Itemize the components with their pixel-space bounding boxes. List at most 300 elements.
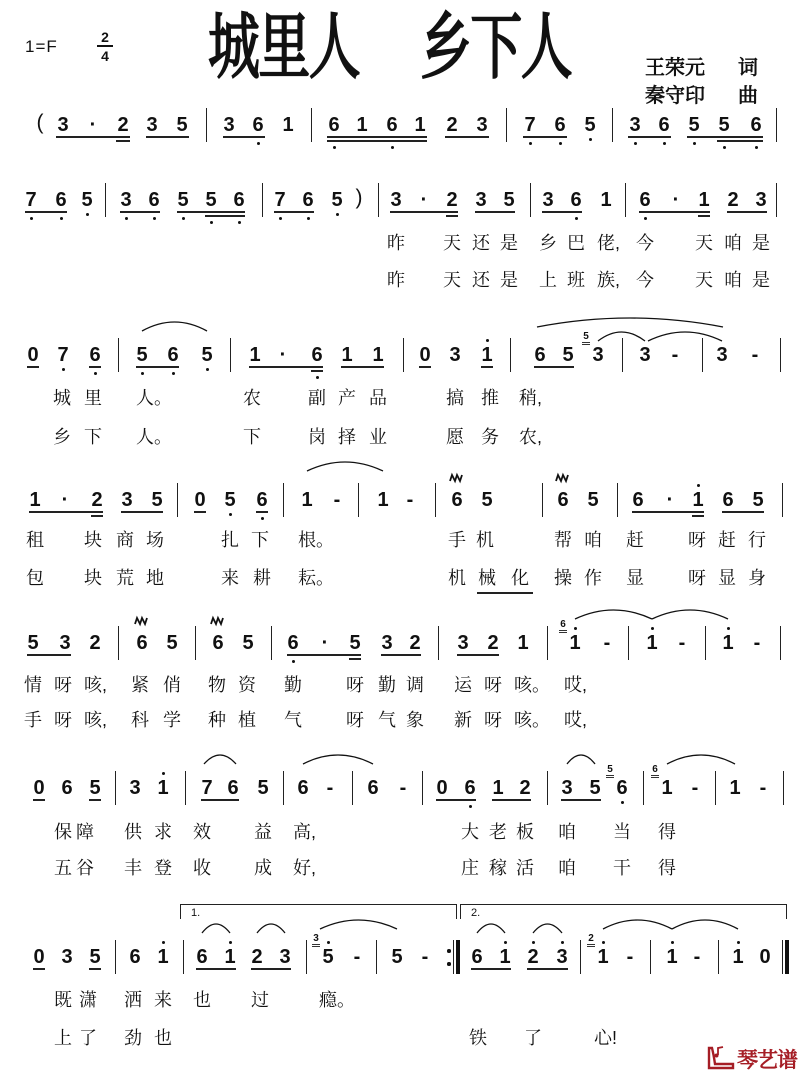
octave-dot-above	[162, 941, 165, 944]
lyric-syllable: 人。	[136, 427, 172, 447]
lyric-syllable: 气	[284, 710, 302, 730]
note: 1	[224, 946, 236, 968]
lyric-syllable: 手	[448, 530, 466, 550]
sustain-dash: -	[751, 344, 759, 366]
lyric-syllable: 了	[524, 1028, 542, 1048]
slur	[142, 322, 207, 331]
note: 1	[249, 344, 261, 366]
octave-dot-below	[292, 660, 295, 663]
lyric-syllable: 咱	[724, 270, 742, 290]
octave-dot-above	[574, 627, 577, 630]
note: 3	[146, 114, 158, 136]
lyric-syllable: 物	[208, 675, 226, 695]
watermark-logo-icon	[706, 1045, 736, 1071]
lyric-syllable: 是	[500, 270, 518, 290]
barline	[782, 483, 783, 517]
note: 6	[136, 632, 148, 654]
rest: 0	[436, 777, 448, 799]
note: 1	[356, 114, 368, 136]
rest: 0	[27, 344, 39, 366]
barline	[650, 940, 651, 974]
note: 1	[157, 777, 169, 799]
note: 1	[692, 489, 704, 511]
rhythm-underline	[311, 370, 323, 372]
note: 3	[121, 489, 133, 511]
slur	[648, 332, 722, 341]
sustain-dash: -	[759, 777, 767, 799]
barline	[206, 108, 207, 142]
note: 2	[446, 114, 458, 136]
note: 5	[89, 777, 101, 799]
note: 6	[233, 189, 245, 211]
barline	[403, 338, 404, 372]
lyric-syllable: 障	[76, 822, 94, 842]
barline	[783, 771, 784, 805]
note: 6	[722, 489, 734, 511]
note: 3	[129, 777, 141, 799]
lyric-syllable: 稍,	[519, 388, 543, 408]
note: 1	[698, 189, 710, 211]
rest: 0	[419, 344, 431, 366]
grace-note: 3	[312, 933, 320, 947]
note: 5	[205, 189, 217, 211]
lyric-syllable: 种	[208, 710, 226, 730]
rhythm-underline	[91, 515, 103, 517]
note: 3	[279, 946, 291, 968]
lyric-syllable: 干	[613, 858, 631, 878]
lyric-syllable: 心!	[594, 1028, 618, 1048]
note: 6	[167, 344, 179, 366]
lyricist-name: 王荣元	[645, 57, 705, 79]
sustain-dash: -	[678, 632, 686, 654]
rhythm-underline	[116, 140, 130, 142]
barline	[262, 183, 263, 217]
repeat-barline-thin	[453, 940, 454, 974]
note: 2	[727, 189, 739, 211]
note: 1	[600, 189, 612, 211]
lyric-syllable: 供	[124, 822, 142, 842]
barline	[530, 183, 531, 217]
lyric-syllable: 呀	[54, 675, 72, 695]
octave-dot-below	[94, 372, 97, 375]
lyric-syllable: 紧	[131, 675, 149, 695]
lyric-syllable: 成	[254, 858, 272, 878]
note: 2	[409, 632, 421, 654]
note: 3	[542, 189, 554, 211]
barline	[547, 626, 548, 660]
lyric-syllable: 搞	[446, 388, 464, 408]
lyric-syllable: 咱	[558, 858, 576, 878]
barline	[643, 771, 644, 805]
lyric-syllable: 场	[146, 530, 164, 550]
octave-dot-below	[755, 146, 758, 149]
lyric-syllable: 呀	[688, 530, 706, 550]
octave-dot-below	[60, 217, 63, 220]
note: 6	[302, 189, 314, 211]
lyric-syllable: 还	[472, 270, 490, 290]
lyric-syllable: 勤	[378, 675, 396, 695]
lyric-syllable: 得	[658, 858, 676, 878]
sustain-dash: -	[626, 946, 634, 968]
mordent-icon	[556, 475, 568, 481]
lyric-syllable: 哎,	[564, 675, 588, 695]
note: 1	[499, 946, 511, 968]
lyric-syllable: 也	[154, 1028, 172, 1048]
lyric-syllable: 呀	[346, 710, 364, 730]
note: 5	[584, 114, 596, 136]
lyric-syllable: 下	[84, 427, 102, 447]
octave-dot-below	[391, 146, 394, 149]
lyric-syllable: 俏	[163, 675, 181, 695]
lyric-syllable: 也	[193, 990, 211, 1010]
grace-note: 6	[651, 764, 659, 778]
note: 5	[503, 189, 515, 211]
slur	[204, 755, 236, 764]
barline	[283, 483, 284, 517]
lyric-syllable: 登	[154, 858, 172, 878]
note: 7	[274, 189, 286, 211]
note: 6	[658, 114, 670, 136]
note: 6	[212, 632, 224, 654]
lyric-syllable: 是	[752, 270, 770, 290]
lyric-syllable: 块	[84, 530, 102, 550]
note: 6	[367, 777, 379, 799]
lyric-syllable: 上	[54, 1028, 72, 1048]
note: 6	[61, 777, 73, 799]
lyric-syllable: 求	[154, 822, 172, 842]
note: 6	[256, 489, 268, 511]
lyric-syllable: 咱	[558, 822, 576, 842]
lyric-syllable: 下	[251, 530, 269, 550]
octave-dot-below	[663, 142, 666, 145]
octave-dot-below	[125, 217, 128, 220]
note: 6	[616, 777, 628, 799]
lyric-syllable: 天	[695, 270, 713, 290]
lyric-syllable: 岗	[308, 427, 326, 447]
note: 6	[297, 777, 309, 799]
note: 6	[129, 946, 141, 968]
note: 3	[592, 344, 604, 366]
note: 6	[386, 114, 398, 136]
lyric-syllable: 咳。	[514, 710, 550, 730]
note: 5	[481, 489, 493, 511]
note: 3	[57, 114, 69, 136]
barline	[580, 940, 581, 974]
note: 6	[89, 344, 101, 366]
lyric-syllable: 植	[238, 710, 256, 730]
lyric-syllable: 既	[54, 990, 72, 1010]
lyric-syllable: 今	[636, 270, 654, 290]
lyric-syllable: 根。	[298, 530, 334, 550]
lyric-syllable: 保	[54, 822, 72, 842]
lyric-syllable: 咳。	[514, 675, 550, 695]
lyric-syllable: 帮	[554, 530, 572, 550]
sustain-dash: -	[603, 632, 611, 654]
lyricist-role: 词	[738, 57, 758, 79]
slur	[307, 462, 383, 471]
lyric-syllable: 械	[478, 568, 496, 588]
lyric-syllable: 象	[406, 710, 424, 730]
note: 7	[201, 777, 213, 799]
octave-dot-above	[162, 772, 165, 775]
note: 6	[554, 114, 566, 136]
lyric-syllable: 赶	[626, 530, 644, 550]
note: 5	[331, 189, 343, 211]
sustain-dash: -	[421, 946, 429, 968]
octave-dot-above	[651, 627, 654, 630]
volta-label: 1.	[191, 907, 201, 919]
time-signature-bottom: 4	[101, 47, 109, 64]
lyric-syllable: 里	[84, 388, 102, 408]
note: 1	[517, 632, 529, 654]
rest: 0	[194, 489, 206, 511]
slur	[672, 920, 738, 929]
lyric-syllable: 佬,	[597, 233, 621, 253]
note: 5	[349, 632, 361, 654]
lyric-syllable: 科	[131, 710, 149, 730]
grace-note: 5	[582, 331, 590, 345]
lyric-syllable: 化	[511, 568, 529, 588]
octave-dot-below	[229, 513, 232, 516]
lyric-syllable: 活	[516, 858, 534, 878]
note: 1	[569, 632, 581, 654]
note: 6	[196, 946, 208, 968]
lyric-syllable: 今	[636, 233, 654, 253]
lyric-syllable: 呀	[484, 675, 502, 695]
volta-bracket	[180, 904, 457, 919]
song-title-part1: 城里人	[208, 8, 360, 88]
octave-dot-below	[575, 217, 578, 220]
composer-name: 秦守印	[645, 85, 705, 107]
lyric-syllable: 咳,	[84, 675, 108, 695]
octave-dot-above	[671, 941, 674, 944]
note: 6	[252, 114, 264, 136]
slur	[603, 920, 672, 929]
barline	[542, 483, 543, 517]
note: 5	[391, 946, 403, 968]
barline	[177, 483, 178, 517]
lyric-syllable: 愿	[446, 427, 464, 447]
lyric-syllable: 行	[748, 530, 766, 550]
lyric-syllable: 乡	[53, 427, 71, 447]
lyric-syllable: 庄	[461, 858, 479, 878]
lyric-syllable: 过	[251, 990, 269, 1010]
note: 3	[475, 189, 487, 211]
lyric-syllable: 潇	[79, 990, 97, 1010]
slur	[652, 610, 728, 619]
note: 6	[570, 189, 582, 211]
time-signature-line	[97, 45, 113, 47]
augmentation-dot: ·	[420, 189, 428, 211]
note: 2	[519, 777, 531, 799]
octave-dot-above	[327, 941, 330, 944]
slur	[567, 755, 595, 764]
octave-dot-below	[336, 213, 339, 216]
note: 6	[148, 189, 160, 211]
note: 2	[117, 114, 129, 136]
slur	[303, 755, 373, 764]
final-barline-thick	[785, 940, 789, 974]
note: 1	[372, 344, 384, 366]
octave-dot-above	[737, 941, 740, 944]
rest: 0	[759, 946, 771, 968]
note: 1	[729, 777, 741, 799]
lyric-syllable: 农	[243, 388, 261, 408]
lyric-syllable: 瘾。	[319, 990, 355, 1010]
note: 1	[377, 489, 389, 511]
lyric-underline	[477, 592, 533, 594]
lyric-syllable: 天	[695, 233, 713, 253]
note: 3	[716, 344, 728, 366]
octave-dot-below	[206, 368, 209, 371]
sustain-dash: -	[693, 946, 701, 968]
barline	[438, 626, 439, 660]
lyric-syllable: 勤	[284, 675, 302, 695]
barline	[776, 183, 777, 217]
lyric-syllable: 调	[406, 675, 424, 695]
note: 5	[718, 114, 730, 136]
barline	[230, 338, 231, 372]
parenthesis: (	[36, 111, 44, 134]
octave-dot-below	[307, 217, 310, 220]
barline	[422, 771, 423, 805]
lyric-syllable: 当	[613, 822, 631, 842]
note: 3	[639, 344, 651, 366]
lyric-syllable: 身	[748, 568, 766, 588]
time-signature-top: 2	[101, 29, 109, 45]
barline	[776, 108, 777, 142]
octave-dot-below	[172, 372, 175, 375]
rest: 0	[33, 777, 45, 799]
lyric-syllable: 谷	[76, 858, 94, 878]
lyric-syllable: 品	[369, 388, 387, 408]
lyric-syllable: 扎	[221, 530, 239, 550]
lyric-syllable: 机	[448, 568, 466, 588]
rhythm-underline	[349, 658, 361, 660]
note: 3	[120, 189, 132, 211]
lyric-syllable: 呀	[54, 710, 72, 730]
note: 5	[752, 489, 764, 511]
note: 1	[722, 632, 734, 654]
repeat-barline-thick	[456, 940, 460, 974]
note: 3	[476, 114, 488, 136]
time-signature	[97, 30, 113, 63]
octave-dot-below	[153, 217, 156, 220]
rhythm-underline	[698, 215, 710, 217]
lyric-syllable: 手	[24, 710, 42, 730]
note: 6	[534, 344, 546, 366]
octave-dot-below	[62, 368, 65, 371]
lyric-syllable: 族,	[597, 270, 621, 290]
lyric-syllable: 洒	[124, 990, 142, 1010]
lyric-syllable: 咱	[584, 530, 602, 550]
octave-dot-above	[532, 941, 535, 944]
mordent-icon	[211, 618, 223, 624]
note: 6	[287, 632, 299, 654]
note: 1	[597, 946, 609, 968]
lyric-syllable: 商	[116, 530, 134, 550]
augmentation-dot: ·	[666, 489, 674, 511]
lyric-syllable: 推	[481, 388, 499, 408]
slur	[320, 920, 397, 929]
octave-dot-below	[257, 142, 260, 145]
note: 3	[59, 632, 71, 654]
lyric-syllable: 耘。	[298, 568, 334, 588]
slur	[533, 924, 562, 933]
grace-note: 6	[559, 619, 567, 633]
octave-dot-below	[333, 146, 336, 149]
note: 1	[157, 946, 169, 968]
octave-dot-above	[561, 941, 564, 944]
slur	[575, 610, 652, 619]
augmentation-dot: ·	[89, 114, 97, 136]
note: 1	[732, 946, 744, 968]
sustain-dash: -	[671, 344, 679, 366]
lyric-syllable: 呀	[346, 675, 364, 695]
barline	[185, 771, 186, 805]
note: 6	[632, 489, 644, 511]
sustain-dash: -	[406, 489, 414, 511]
lyric-syllable: 来	[154, 990, 172, 1010]
lyric-syllable: 呀	[484, 710, 502, 730]
octave-dot-above	[486, 339, 489, 342]
octave-dot-below	[238, 221, 241, 224]
lyric-syllable: 铁	[469, 1028, 487, 1048]
note: 2	[91, 489, 103, 511]
volta-bracket	[460, 904, 787, 919]
lyric-syllable: 天	[443, 233, 461, 253]
lyric-syllable: 租	[26, 530, 44, 550]
lyric-syllable: 资	[238, 675, 256, 695]
lyric-syllable: 副	[308, 388, 326, 408]
barline	[705, 626, 706, 660]
note: 5	[136, 344, 148, 366]
octave-dot-below	[621, 801, 624, 804]
octave-dot-below	[693, 142, 696, 145]
key-signature: 1=F	[25, 37, 58, 56]
lyric-syllable: 昨	[387, 270, 405, 290]
note: 3	[629, 114, 641, 136]
note: 5	[177, 189, 189, 211]
note: 3	[381, 632, 393, 654]
octave-dot-above	[602, 941, 605, 944]
sustain-dash: -	[399, 777, 407, 799]
octave-dot-below	[644, 217, 647, 220]
barline	[118, 626, 119, 660]
slur	[202, 924, 230, 933]
slur	[257, 924, 285, 933]
octave-dot-below	[279, 217, 282, 220]
lyric-syllable: 择	[338, 427, 356, 447]
barline	[358, 483, 359, 517]
barline	[118, 338, 119, 372]
octave-dot-below	[86, 213, 89, 216]
lyric-syllable: 呀	[688, 568, 706, 588]
barline	[183, 940, 184, 974]
barline	[435, 483, 436, 517]
lyric-syllable: 五	[54, 858, 72, 878]
rhythm-underline	[327, 140, 427, 142]
lyric-syllable: 学	[163, 710, 181, 730]
note: 1	[481, 344, 493, 366]
octave-dot-above	[229, 941, 232, 944]
barline	[617, 483, 618, 517]
lyric-syllable: 老	[489, 822, 507, 842]
octave-dot-below	[141, 372, 144, 375]
lyric-syllable: 机	[476, 530, 494, 550]
lyric-syllable: 耕	[253, 568, 271, 588]
lyric-syllable: 气	[378, 710, 396, 730]
